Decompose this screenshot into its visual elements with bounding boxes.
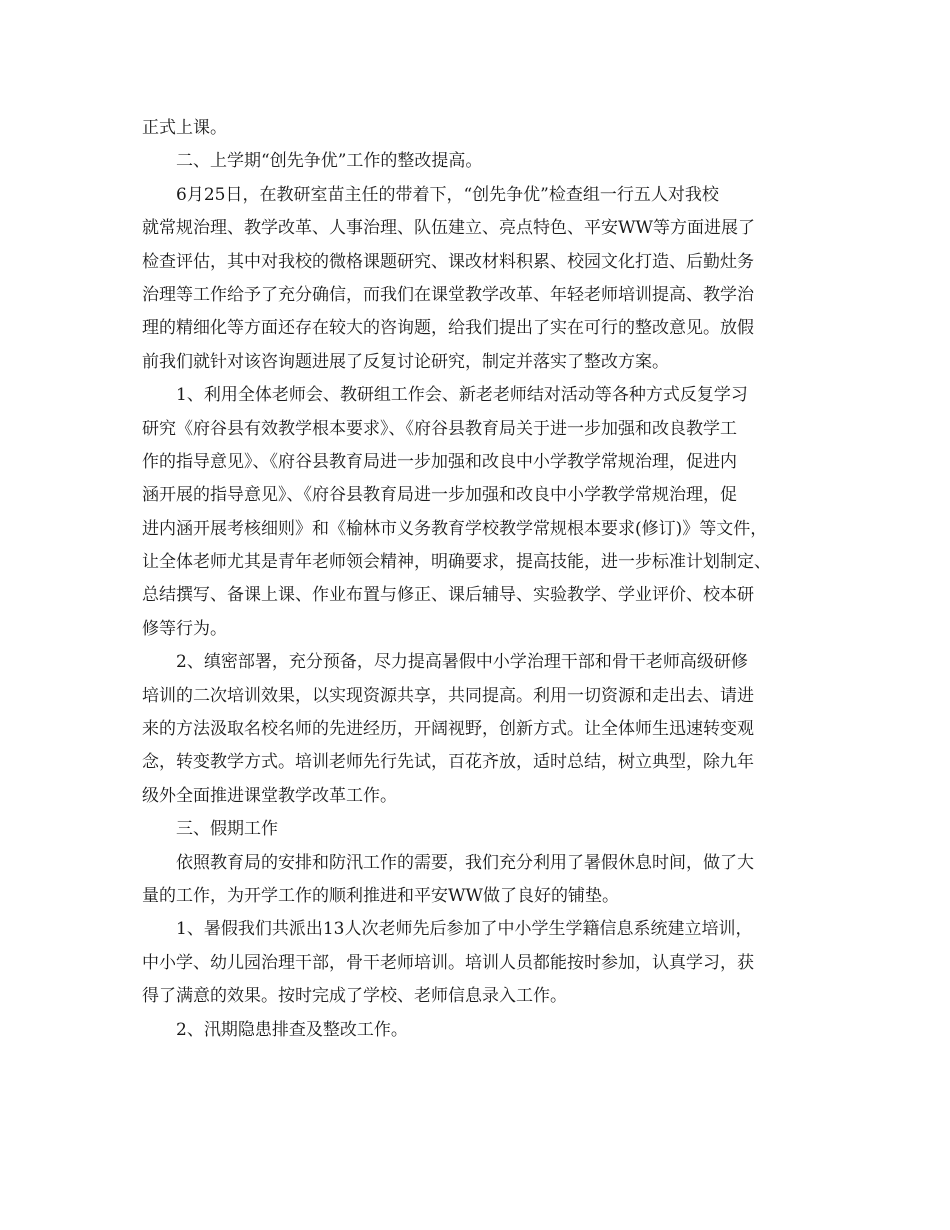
text-line: 前我们就针对该咨询题进展了反复讨论研究，制定并落实了整改方案。 [142, 351, 669, 372]
text-line: 正式上课。 [142, 118, 227, 138]
text-line: 涵开展的指导意见》、《府谷县教育局进一步加强和改良中小学教学常规治理，促 [142, 485, 737, 506]
text-line: 二、上学期“创先争优”工作的整改提高。 [176, 151, 483, 172]
text-line: 得了满意的效果。按时完成了学校、老师信息录入工作。 [142, 986, 567, 1007]
text-line: 让全体老师尤其是青年老师领会精神，明确要求，提高技能，进一步标准计划制定、 [142, 552, 771, 573]
text-line: 中小学、幼儿园治理干部，骨干老师培训。培训人员都能按时参加，认真学习，获 [142, 952, 754, 973]
text-line: 检查评估，其中对我校的微格课题研究、课改材料积累、校园文化打造、后勤灶务 [142, 251, 754, 272]
text-line: 念，转变教学方式。培训老师先行先试，百花齐放，适时总结，树立典型，除九年 [142, 752, 754, 773]
text-line: 作的指导意见》、《府谷县教育局进一步加强和改良中小学教学常规治理，促进内 [142, 451, 737, 472]
text-line: 修等行为。 [142, 618, 227, 639]
text-line: 理的精细化等方面还存在较大的咨询题，给我们提出了实在可行的整改意见。放假 [142, 318, 754, 339]
text-line: 研究《府谷县有效教学根本要求》、《府谷县教育局关于进一步加强和改良教学工 [142, 418, 737, 439]
text-line: 2、缜密部署，充分预备，尽力提高暑假中小学治理干部和骨干老师高级研修 [176, 652, 748, 673]
text-line: 来的方法汲取名校名师的先进经历，开阔视野，创新方式。让全体师生迅速转变观 [142, 719, 754, 740]
text-line: 量的工作，为开学工作的顺利推进和平安WW做了良好的铺垫。 [142, 885, 619, 906]
text-line: 培训的二次培训效果，以实现资源共享，共同提高。利用一切资源和走出去、请进 [142, 685, 754, 706]
text-line: 2、汛期隐患排查及整改工作。 [176, 1019, 408, 1040]
text-line: 就常规治理、教学改革、人事治理、队伍建立、亮点特色、平安WW等方面进展了 [142, 218, 755, 239]
text-line: 依照教育局的安排和防汛工作的需要，我们充分利用了暑假休息时间，做了大 [176, 852, 754, 873]
text-line: 总结撰写、备课上课、作业布置与修正、课后辅导、实验教学、学业评价、校本研 [142, 585, 754, 606]
text-line: 1、利用全体老师会、教研组工作会、新老老师结对活动等各种方式反复学习 [176, 385, 748, 406]
text-line: 进内涵开展考核细则》和《榆林市义务教育学校教学常规根本要求(修订)》等文件， [142, 518, 768, 539]
document-body [142, 112, 822, 1047]
text-line: 6月25日，在教研室苗主任的带着下，“创先争优”检查组一行五人对我校 [176, 184, 719, 205]
text-line: 治理等工作给予了充分确信，而我们在课堂教学改革、年轻老师培训提高、教学治 [142, 284, 754, 305]
text-line: 1、暑假我们共派出13人次老师先后参加了中小学生学籍信息系统建立培训， [176, 919, 753, 940]
text-line: 级外全面推进课堂教学改革工作。 [142, 785, 397, 806]
text-line: 三、假期工作 [176, 819, 278, 840]
